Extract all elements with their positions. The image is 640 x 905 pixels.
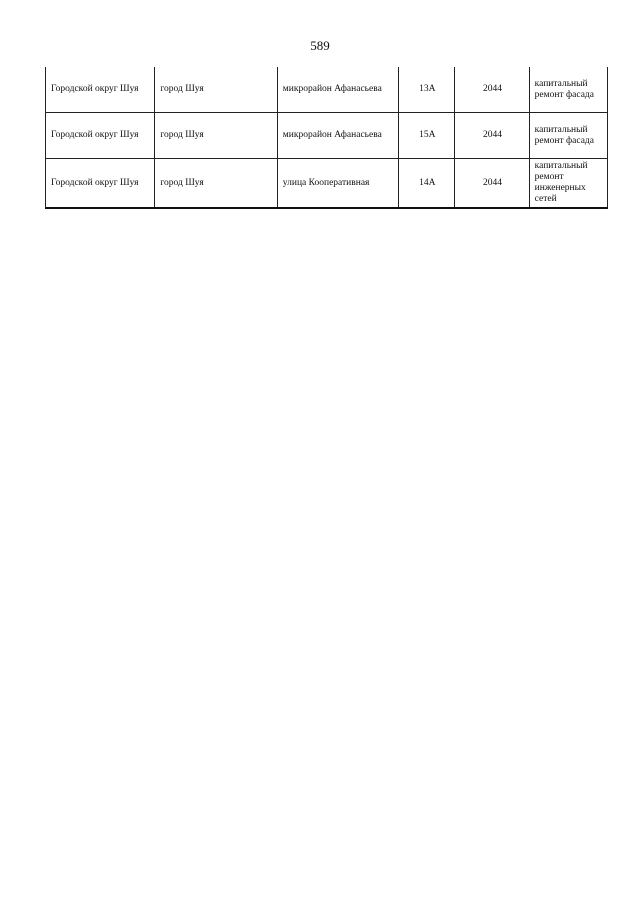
cell-street: микрорайон Афанасьева [277, 113, 398, 159]
cell-year: 2044 [455, 159, 529, 209]
cell-work-type: капитальный ремонт фасада [529, 67, 607, 113]
cell-district: Городской округ Шуя [46, 159, 155, 209]
cell-house-number: 13А [399, 67, 455, 113]
table-row [46, 113, 608, 159]
cell-district: Городской округ Шуя [46, 67, 155, 113]
cell-city: город Шуя [155, 113, 277, 159]
cell-year: 2044 [455, 113, 529, 159]
table-row [46, 159, 608, 209]
cell-year: 2044 [455, 67, 529, 113]
cell-city: город Шуя [155, 159, 277, 209]
cell-work-type: капитальный ремонт фасада [529, 113, 607, 159]
cell-street: микрорайон Афанасьева [277, 67, 398, 113]
cell-house-number: 15А [399, 113, 455, 159]
cell-street: улица Кооперативная [277, 159, 398, 209]
building-repair-table [45, 67, 608, 209]
cell-city: город Шуя [155, 67, 277, 113]
cell-district: Городской округ Шуя [46, 113, 155, 159]
cell-work-type: капитальный ремонт инженерных сетей [529, 159, 607, 209]
page-number: 589 [310, 38, 330, 53]
table-row [46, 67, 608, 113]
cell-house-number: 14А [399, 159, 455, 209]
